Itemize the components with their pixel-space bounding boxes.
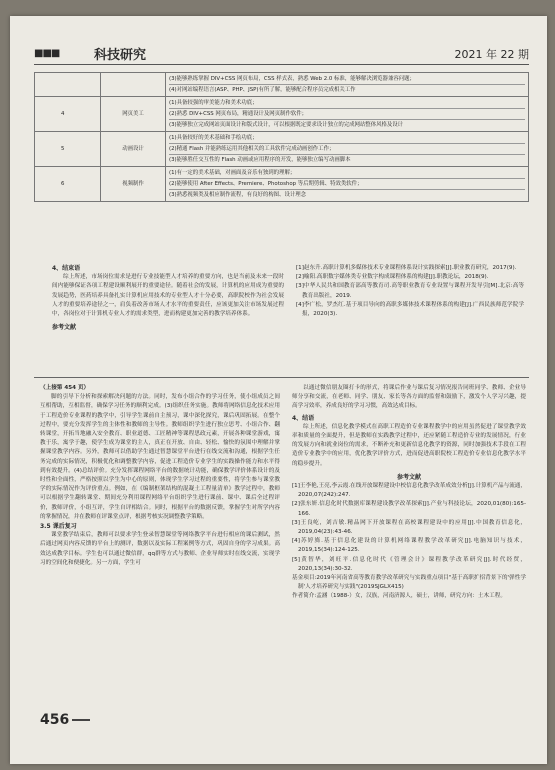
table-row bbox=[35, 132, 529, 167]
requirement-item: (2)能够使用 After Effects、Premiere、Photoshop 等后期剪辑、特效类软件； bbox=[169, 178, 525, 189]
table-row bbox=[35, 167, 529, 202]
table-row bbox=[35, 73, 529, 97]
subsection-heading: 3.5 课后复习 bbox=[40, 523, 77, 531]
reference-item: 作者简介:孟涵（1988-）女，汉族，河南济源人，硕士，讲师，研究方向：土木工程。 bbox=[292, 593, 506, 600]
reference-item: [2]张东妍.信息化时代数据库课程建设教学改革探索[J].产业与科技论坛，2020,01(80):165-166. bbox=[292, 501, 526, 517]
page-number bbox=[40, 712, 90, 728]
journal-title: 科技研究 bbox=[94, 48, 147, 63]
requirement-item: (1)具备较好的美术基础和手绘功底； bbox=[169, 135, 258, 141]
journal-mark: ■■■ bbox=[34, 48, 60, 59]
requirements-cell bbox=[166, 73, 529, 97]
reference-item: [5]黄智华，刘旺平.信息化时代《管理会计》课程教学改革研究[J].时代经贸，2020,13(34):30-32. bbox=[292, 556, 526, 572]
course-name: 视频制作 bbox=[101, 167, 166, 202]
reference-item: [1]王李艳,王亮,李云霞.在线开放课程建设中校信息化教学改革成效分析[J].计算机产品与流通，2020,07(242):247. bbox=[292, 483, 526, 499]
requirement-item: (1)有一定的美术基础，对画面及音乐有独到的理解； bbox=[169, 170, 296, 176]
requirements-cell bbox=[166, 167, 529, 202]
requirement-item: (3)熟悉视频类及相应制作流程，有良好的构图、设计理念 bbox=[169, 189, 525, 200]
job-skills-table bbox=[34, 72, 529, 202]
right-column bbox=[292, 384, 526, 602]
paragraph: 课堂教学结束后，教师可以要求学生登录智慧课堂等网络教学平台进行相应的课后测试，然后通过网页内容反馈的平台上的测评，数据以及实际工程案例等方式，巩固自身的学习成果。高效达成教学目标。学生也可以通过微信群，qq群等方式与教师、企业导师实时在线交流，实现学习的空间化和便捷化。另一方面，学生可 bbox=[40, 532, 280, 566]
section-heading: 4、结语 bbox=[292, 414, 315, 422]
course-name bbox=[101, 73, 166, 97]
requirement-item: (1)具备较强的审美能力和美术功底； bbox=[169, 100, 258, 106]
references-list-top bbox=[296, 264, 524, 319]
requirement-item: (3)能够胜任交互性的 Flash 动画或应用程序的开发，能够独立编写动画脚本 bbox=[169, 154, 525, 165]
section-heading: 4、结束语 bbox=[52, 265, 81, 272]
course-name: 网页美工 bbox=[101, 97, 166, 132]
divider bbox=[34, 377, 529, 378]
requirement-item: (4)对网站编程语言(ASP、PHP、JSP)有所了解，能够配合程序员完成相关工作 bbox=[169, 84, 525, 95]
row-number bbox=[35, 73, 101, 97]
reference-item: [3]王良屹，刘吉敏.精品网下开放课程在高校课程建设中的应用[J].中国教育信息化，2019,04(23):43-46. bbox=[292, 519, 526, 536]
references-heading: 参考文献 bbox=[396, 473, 421, 481]
row-number: 6 bbox=[35, 167, 101, 202]
reference-item: 基金项目:2019年河南省高等教育教学改革研究与实践重点项目"基于高职扩招背景下的'弹性学制'人才培养研究与实践"(2019SJGLX415) bbox=[292, 575, 526, 591]
row-number: 5 bbox=[35, 132, 101, 167]
requirement-item: (2)精通 Flash 并能熟练运用其他相关的工具软件完成动画创作工作； bbox=[169, 143, 525, 154]
references-list bbox=[292, 482, 526, 602]
row-number: 4 bbox=[35, 97, 101, 132]
paragraph: 脚的引导下分析和探索解决问题的方法。同时，发布小组合作的学习任务，使小组成员之间互相帮助，互相监督，确保学习任务的顺利完成。(3)组织任务实施。教师将网络信息化技术应用于工程造价专业课程的教学中，引导学生课前自主预习，课中深化探究，课后巩固拓展。在整个过程中，要充分发挥学生的主体性和教师的主导性。教师组织学生进行独立思考、小组合作、翻转课堂，开拓当地融入安全教育、职业道德、工匠精神等课程思政元素，开展各种课堂游戏，寓教于乐，寓学于趣，使学生成为课堂的主人，真正在开放、自由、轻松、愉快的氛围中理解并掌握课堂教学内容。另外，教师可以借助学生通过智慧课堂平台进行在线交流和沟通，根据学生任务完成的实际情况，积极优化和调整教学内容，促进工程造价专业学生的实践操作能力和水平得到有效提升。(4)总结评价。充分发挥课程网络平台的数据统计功能，确保教学评价体系设计的及时性和全面性，严格按照以学生为中心的原则，体现学生学习过程的重要性，将学生参与课堂教学的实际情况作为评价重点。例如，在《编制框架结构的混凝土工程量清单》教学过程中，教师可以根据学生翻转课堂、期间充分利用课程网络平台组织学生进行课前、课中、课后全过程评价，教师评价，小组互评，学生自评相结合。同时，根据平台的数据反馈，掌握学生对所学内容的掌握情况，并在教师在评课堂点评，根据考核实况调整教学策略。 bbox=[40, 394, 280, 520]
running-header bbox=[34, 42, 529, 65]
issue-label: 2021 年 22 期 bbox=[454, 48, 529, 61]
paragraph: 综上所述，市场岗位需求是进行专业技能型人才培养的重要方向，也是当前及未来一段时间内能够保证各项工程建设顺利展开的重要途径。随着社会的发展，计算机的应用成为重要的发展趋势，医药培养具备扎实计算机应用技术的专业型人才十分必要，高职院校作为社会发展人才的重要培养途径之一，肩负着改善市场人才水平的重要责任，应该更加关注市场发展过程中，各岗位对于计算机专业人才的需求类型，进而构建更加完善的教学培养体系。 bbox=[52, 274, 284, 318]
paragraph: 综上所述，信息化教学模式在高职工程造价专业课程教学中的应用虽然促进了课堂教学效率和质量的全面提升，但是教师在实践教学过程中，还应紧随工程造价专业的发展情况，行业的发展方向和就业岗位的需求，不断补充和更新信息化教学的资源，同时加强技术手段在工程造价专业教学中的应用，优化教学评价方式，进而促进高职院校工程造价专业信息化教学水平的稳步提升。 bbox=[292, 423, 526, 467]
reference-item: [4]李广松，罗杰红.基于项目导向的高职多媒体技术课程体系的构建[J].广西民族师范学院学报，2020(3). bbox=[296, 301, 524, 318]
course-name: 动画设计 bbox=[101, 132, 166, 167]
conclusion-section bbox=[52, 264, 284, 332]
reference-item: [4]苏婷旖.基于信息化建设的计算机网络课程教学改革研究[J].电脑知识与技术，2019,15(34):124-125. bbox=[292, 538, 526, 554]
page-number-text: 456 bbox=[40, 712, 70, 728]
continued-from-label: （上接第 454 页） bbox=[40, 385, 90, 391]
reference-item: [3]中华人民共和国教育部高等教育司.高等职业教育专业设置与课程开发导引[M].北京:高等教育出版社，2019. bbox=[296, 283, 524, 299]
requirements-cell bbox=[166, 132, 529, 167]
requirement-item: (3)能够熟练掌握 DIV+CSS 网页布局，CSS 样式表，熟悉 Web 2.0 标准，能够解决浏览器兼容问题； bbox=[169, 76, 415, 82]
reference-item: [1]赵东升.高职计算机多媒体技术专业课程体系设计实践探索[J].职业教育研究，2017(9). bbox=[296, 265, 517, 271]
paragraph: 以通过微信朋友圈打卡的形式，将课后作业与课后复习情况报告同班同学、教师、企业导师分享和交流，在老师、同学、朋友、家长等各方面的监督和鼓励下，激发个人学习兴趣，提高学习效率，养成良好的学习习惯，高效达成目标。 bbox=[292, 385, 526, 410]
requirements-cell bbox=[166, 97, 529, 132]
references-heading: 参考文献 bbox=[52, 324, 77, 332]
reference-item: [2]喻阳.高职数字媒体类专业数字构成课程体系的构建[J].职教论坛，2018(9). bbox=[296, 274, 489, 281]
requirement-item: (2)熟悉 DIV+CSS 网页布局，精通设计及网页制作软件； bbox=[169, 108, 525, 119]
table-row bbox=[35, 97, 529, 132]
requirement-item: (3)能够独立完成网站页面设计和版式设计，可以根据既定要求设计独立的完成网站整体风格及设计 bbox=[169, 119, 525, 130]
left-column bbox=[40, 384, 280, 568]
journal-page bbox=[10, 16, 547, 764]
